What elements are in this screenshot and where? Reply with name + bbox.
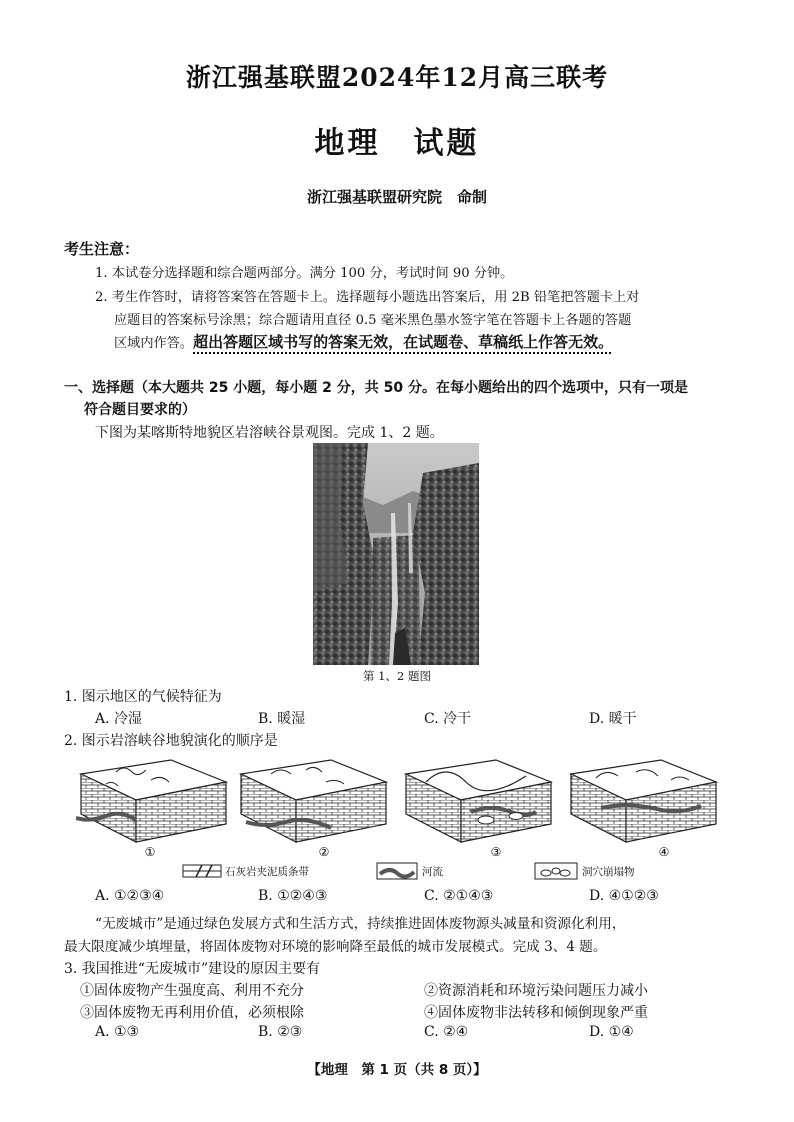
q2-option-a: A. ①②③④ — [95, 888, 165, 904]
section-heading-cont: 符合题目要求的） — [84, 402, 196, 418]
exam-title: 浙江强基联盟2024年12月高三联考 — [185, 63, 609, 92]
q2-stem: 2. 图示岩溶峡谷地貌演化的顺序是 — [64, 733, 278, 749]
diagram-label-4: ④ — [658, 845, 670, 859]
maker-line: 浙江强基联盟研究院 命制 — [306, 188, 487, 206]
subject-title: 地理 试题 — [314, 126, 480, 161]
legend-limestone-symbol — [182, 864, 222, 878]
q3-option-b: B. ②③ — [258, 1024, 303, 1040]
page-footer: 【地理 第 1 页（共 8 页）】 — [307, 1062, 487, 1078]
legend-cave-debris-symbol — [534, 862, 578, 880]
block-3 — [406, 760, 551, 842]
q3-option-a: A. ①③ — [95, 1024, 140, 1040]
q2-option-c: C. ②①④③ — [424, 888, 494, 904]
notice-item-2-line-3 — [114, 331, 613, 352]
q2-option-b: B. ①②④③ — [258, 888, 328, 904]
legend-limestone-label: 石灰岩夹泥质条带 — [225, 866, 309, 878]
passage-line-2: 最大限度减少填埋量，将固体废物对环境的影响降至最低的城市发展模式。完成 3、4 题。 — [64, 939, 607, 955]
notice-item-2-line-1: 2. 考生作答时，请将答案答在答题卡上。选择题每小题选出答案后，用 2B 铅笔把答题卡上对 — [95, 290, 640, 305]
karst-canyon-photo — [313, 443, 479, 665]
block-1 — [76, 760, 226, 842]
q1-option-c: C. 冷干 — [424, 711, 472, 727]
notice-item-2-line-2: 应题目的答案标号涂黑；综合题请用直径 0.5 毫米黑色墨水签字笔在答题卡上各题的答题 — [114, 313, 632, 328]
diagram-label-1: ① — [144, 845, 156, 859]
q1-option-b: B. 暖湿 — [258, 711, 306, 727]
q3-option-c: C. ②④ — [424, 1024, 469, 1040]
block-2 — [241, 760, 386, 842]
notice-item-1: 1. 本试卷分选择题和综合题两部分。满分 100 分，考试时间 90 分钟。 — [95, 266, 514, 281]
notice-item-2-prefix: 区域内作答。 — [114, 336, 194, 351]
legend-cave-debris-label: 洞穴崩塌物 — [582, 866, 635, 878]
passage-line-1: “无废城市”是通过绿色发展方式和生活方式，持续推进固体废物源头减量和资源化利用， — [95, 916, 626, 932]
block-4 — [571, 760, 716, 842]
q3-statement-4: ④固体废物非法转移和倾倒现象严重 — [424, 1005, 648, 1021]
q3-statement-1: ①固体废物产生强度高、利用不充分 — [80, 983, 304, 999]
notice-emphasis: 超出答题区域书写的答案无效，在试题卷、草稿纸上作答无效。 — [193, 333, 614, 351]
diagram-label-2: ② — [318, 845, 330, 859]
q2-option-d: D. ④①②③ — [589, 888, 659, 904]
q3-statement-3: ③固体废物无再利用价值，必须根除 — [80, 1005, 304, 1021]
diagram-label-3: ③ — [490, 845, 502, 859]
q1-option-a: A. 冷湿 — [95, 711, 143, 727]
landform-evolution-diagram — [76, 752, 718, 862]
photo-intro: 下图为某喀斯特地貌区岩溶峡谷景观图。完成 1、2 题。 — [95, 425, 444, 441]
notice-heading: 考生注意： — [64, 240, 140, 258]
q3-option-d: D. ①④ — [589, 1024, 634, 1040]
q3-statement-2: ②资源消耗和环境污染问题压力减小 — [424, 983, 648, 999]
q1-option-d: D. 暖干 — [589, 711, 637, 727]
legend-river-symbol — [376, 862, 418, 880]
legend-river-label: 河流 — [422, 866, 443, 878]
section-heading: 一、选择题（本大题共 25 小题，每小题 2 分，共 50 分。在每小题给出的四个选项中，只有一项是 — [64, 380, 688, 396]
q3-stem: 3. 我国推进“无废城市”建设的原因主要有 — [64, 961, 321, 977]
photo-caption: 第 1、2 题图 — [363, 669, 431, 683]
q1-stem: 1. 图示地区的气候特征为 — [64, 689, 222, 705]
